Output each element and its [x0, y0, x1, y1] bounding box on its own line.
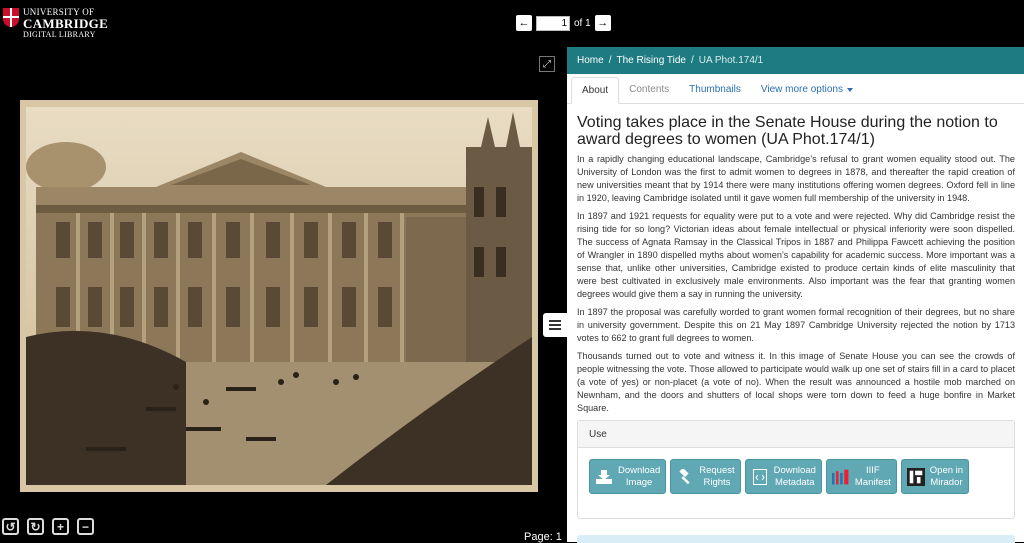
- download-image-label-1: Download: [618, 464, 661, 476]
- request-rights-label-1: Request: [699, 464, 735, 476]
- tab-thumbnails[interactable]: Thumbnails: [689, 84, 741, 95]
- cambridge-logo[interactable]: [3, 8, 108, 39]
- breadcrumb-collection[interactable]: The Rising Tide: [616, 55, 686, 66]
- photo-mount: [20, 100, 538, 492]
- download-icon: [595, 468, 613, 486]
- view-more-options-dropdown[interactable]: [751, 76, 863, 103]
- iiif-manifest-button[interactable]: [826, 459, 897, 494]
- open-in-mirador-button[interactable]: [901, 459, 969, 494]
- download-metadata-label-1: Download: [773, 464, 816, 476]
- zoom-out-icon: −: [81, 519, 89, 534]
- download-image-label-2: Image: [625, 476, 653, 488]
- view-more-label: View more options: [760, 84, 843, 95]
- breadcrumb-home[interactable]: Home: [577, 55, 604, 66]
- breadcrumb-separator: /: [690, 55, 694, 66]
- iiif-label-1: IIIF: [865, 464, 880, 476]
- zoom-out-button[interactable]: [77, 518, 94, 535]
- rotate-left-button[interactable]: [2, 518, 19, 535]
- senate-house-photograph[interactable]: [26, 107, 532, 485]
- item-title: Voting takes place in the Senate House during the notion to award degrees to women (UA Phot.174/1): [577, 114, 998, 148]
- request-rights-label-2: Rights: [703, 476, 731, 488]
- request-rights-button[interactable]: [670, 459, 740, 494]
- page-navigator: [516, 15, 611, 31]
- download-image-button[interactable]: [589, 459, 666, 494]
- rotate-right-icon: ↻: [30, 519, 41, 534]
- zoom-in-button[interactable]: [52, 518, 69, 535]
- image-viewer[interactable]: [0, 47, 567, 542]
- description-paragraph: In a rapidly changing educational landscape, Cambridge’s refusal to grant women equality stood out. The University of London was the first to admit women to degrees in 1878, and thereafter the rapid creation of new universities meant that by 1914 there were many institutions offering women degrees. Oxford fell in line in 1920, leaving Cambridge isolated until it gave women full membership of the university in 1948.: [577, 154, 1015, 203]
- use-buttons: [578, 448, 1014, 518]
- breadcrumb-separator: /: [608, 55, 612, 66]
- rotate-right-button[interactable]: [27, 518, 44, 535]
- rotate-left-icon: ↺: [5, 519, 16, 534]
- logo-line-3: DIGITAL LIBRARY: [23, 30, 96, 39]
- mirador-label-1: Open in: [929, 464, 964, 476]
- fullscreen-button[interactable]: [539, 56, 555, 72]
- cambridge-shield-icon: [3, 8, 19, 27]
- viewer-controls: [2, 518, 94, 535]
- zoom-in-icon: +: [56, 519, 64, 534]
- page-total: of 1: [574, 17, 591, 29]
- code-file-icon: [751, 468, 769, 486]
- page-label: Page: 1: [524, 531, 562, 543]
- download-metadata-button[interactable]: [745, 459, 822, 494]
- download-metadata-label-2: Metadata: [774, 476, 815, 488]
- arrow-left-icon: ←: [518, 17, 530, 29]
- description-paragraph: In 1897 and 1921 requests for equality were put to a vote and were rejected. Why did Cambridge resist the rising tide for so long? Victorian ideas about female intellectual or physical inferiority were soon dispelled. The success of Agnata Ramsay in the Classical Tripos in 1887 and Philippa Fawcett achieving the position of Wrangler in 1890 dispelled myths about women’s capability for academic success. More important was a sense that, unlike other universities, Cambridge existed to produce certain kinds of elite masculinity that were best cultivated in exclusively male environments. Also important was the fear that granting women degrees would give them a say in running the university.: [577, 211, 1015, 299]
- logo-line-2: CAMBRIDGE: [23, 16, 109, 31]
- description-paragraph: Thousands turned out to vote and witness it. In this image of Senate House you can see the crowds of people witnessing the vote. Those allowed to participate would walk up one set of stairs fill in a card to placet (a vote of yes) or non-placet (a vote of no). When the result was announced a hostile mob marched on Newnham, and the doors and shutters of local shops were torn down to feed a huge bonfire in Market Square.: [577, 351, 1015, 413]
- tab-contents[interactable]: Contents: [629, 84, 670, 95]
- info-panel: [567, 47, 1024, 542]
- use-panel: [577, 420, 1015, 519]
- hamburger-icon: [549, 320, 561, 322]
- breadcrumb: [567, 47, 1024, 74]
- expand-icon: ⤢: [543, 58, 551, 70]
- description-paragraph: In 1897 the proposal was carefully worded to grant women formal recognition of their degrees, but no share in university government. Despite this on 21 May 1897 Cambridge University rejected the notion by 1713 votes to 662 to grant full degrees to women.: [577, 307, 1015, 343]
- about-content: [567, 104, 1024, 519]
- panel-tabs: [567, 74, 1024, 104]
- panel-toggle-button[interactable]: [543, 313, 567, 337]
- logo-text: [23, 8, 108, 39]
- mirador-logo-icon: [907, 468, 925, 486]
- caret-down-icon: [847, 88, 853, 92]
- photo-illustration: [26, 107, 532, 485]
- use-heading: Use: [578, 421, 1014, 448]
- previous-page-button[interactable]: [516, 15, 532, 31]
- tab-about[interactable]: About: [571, 77, 619, 104]
- arrow-right-icon: →: [597, 17, 609, 29]
- iiif-label-2: Manifest: [854, 476, 891, 488]
- mirador-label-2: Mirador: [930, 476, 963, 488]
- page-number-input[interactable]: [536, 16, 570, 31]
- gavel-icon: [676, 468, 694, 486]
- iiif-logo-icon: [832, 468, 850, 486]
- breadcrumb-current: UA Phot.174/1: [698, 55, 764, 66]
- logo-line-1: UNIVERSITY OF: [23, 7, 95, 17]
- next-page-button[interactable]: [595, 15, 611, 31]
- top-bar: [0, 0, 1024, 47]
